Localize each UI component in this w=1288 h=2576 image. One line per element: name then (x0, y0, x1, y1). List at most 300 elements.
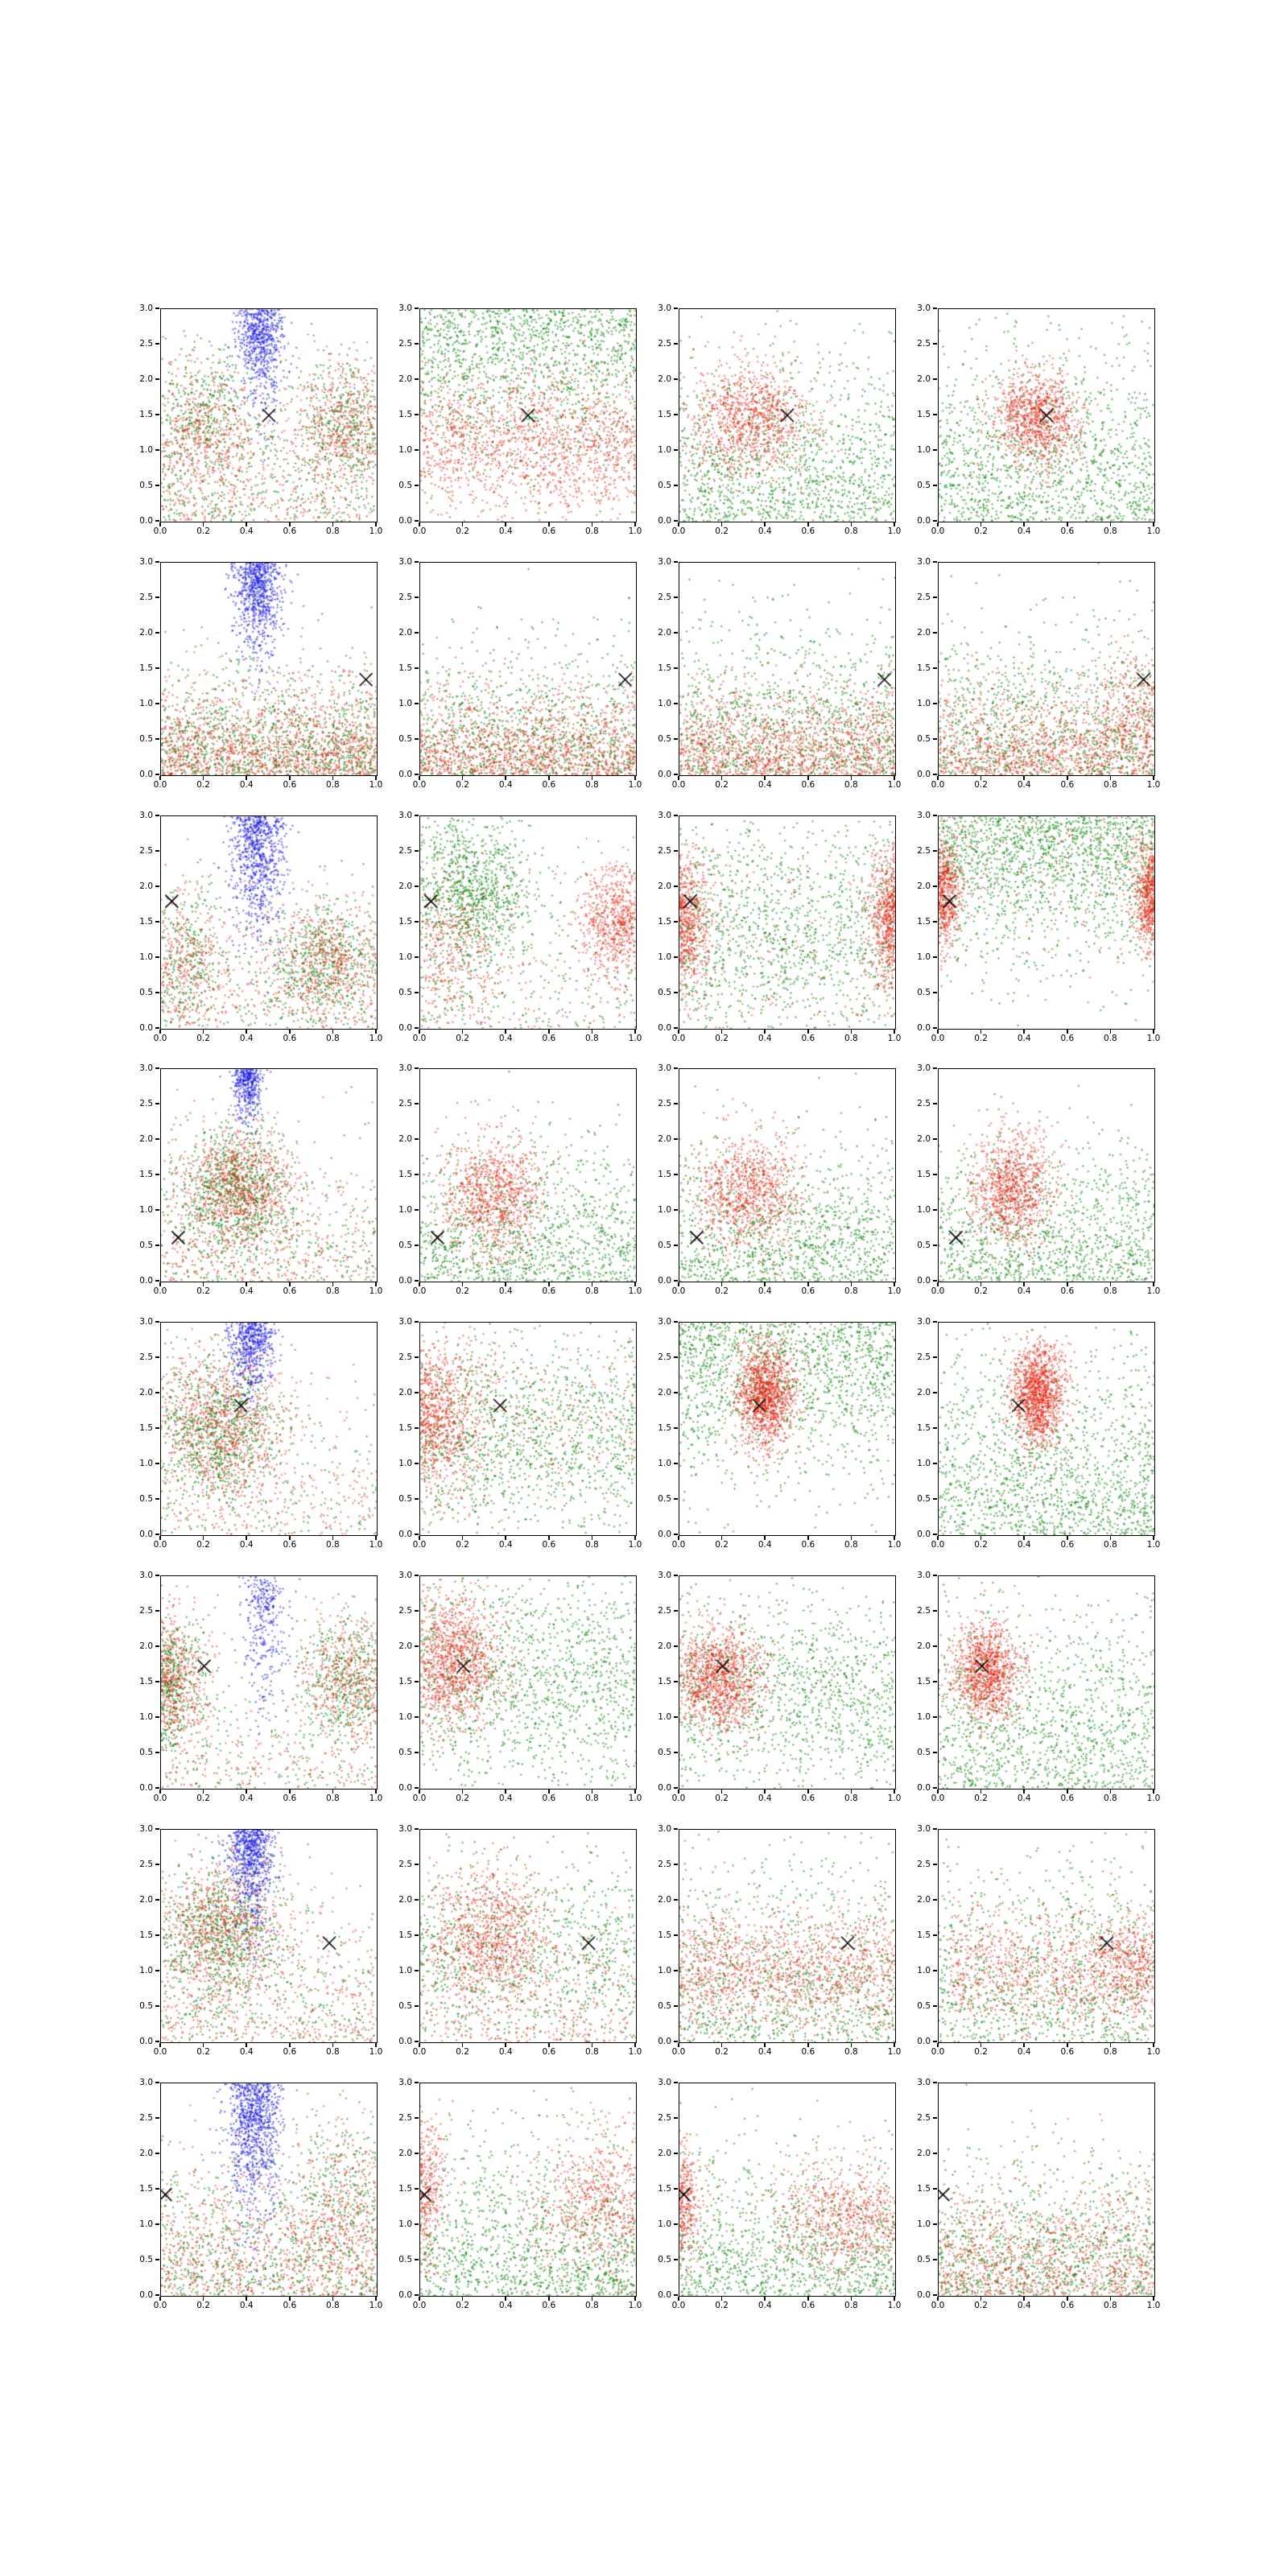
y-tick-mark (674, 2153, 678, 2154)
y-tick-label: 1.0 (917, 2219, 931, 2229)
x-tick-mark (159, 1282, 161, 1286)
y-tick-label: 1.0 (658, 444, 671, 455)
y-tick-label: 1.5 (139, 409, 153, 419)
x-tick-mark (548, 1536, 550, 1540)
x-tick-label: 0.2 (196, 1540, 210, 1550)
scatter-canvas (939, 816, 1154, 1029)
y-tick-mark (415, 2082, 419, 2083)
scatter-canvas (679, 563, 895, 775)
y-tick-mark (155, 378, 159, 380)
x-tick-mark (980, 2043, 982, 2047)
x-tick-mark (462, 1536, 464, 1540)
x-tick-label: 0.4 (498, 1034, 513, 1043)
y-tick-label: 2.5 (658, 1098, 671, 1108)
y-tick-mark (415, 1610, 419, 1612)
x-tick-label: 0.6 (283, 1286, 297, 1296)
x-tick-label: 0.6 (801, 1034, 815, 1043)
y-tick-label: 2.0 (398, 2148, 412, 2158)
y-tick-mark (674, 1427, 678, 1429)
subplot-r8c1 (139, 2077, 383, 2310)
y-tick-mark (674, 992, 678, 993)
x-tick-mark (332, 522, 334, 526)
scatter-canvas (939, 1576, 1154, 1789)
y-tick-label: 2.5 (398, 2112, 412, 2123)
y-tick-label: 0.0 (398, 1782, 412, 1793)
y-tick-label: 0.0 (139, 515, 153, 526)
y-tick-mark (933, 1245, 937, 1246)
x-tick-mark (419, 1790, 420, 1794)
y-tick-label: 2.0 (139, 374, 153, 384)
y-tick-label: 0.0 (139, 1022, 153, 1033)
y-tick-label: 3.0 (398, 1063, 412, 1073)
x-tick-label: 1.0 (887, 780, 902, 790)
subplot-r7c2 (398, 1823, 642, 2057)
plot-area (419, 1829, 637, 2043)
x-tick-label: 0.2 (456, 2047, 469, 2057)
y-tick-mark (415, 1427, 419, 1429)
x-tick-label: 0.6 (801, 2047, 815, 2057)
y-tick-label: 1.0 (398, 1711, 412, 1722)
y-tick-label: 2.0 (398, 1894, 412, 1905)
y-tick-label: 0.5 (658, 2000, 671, 2011)
subplot-r6c4 (917, 1570, 1161, 1803)
y-tick-label: 0.5 (398, 733, 412, 744)
x-tick-mark (764, 1790, 766, 1794)
x-tick-mark (678, 1790, 679, 1794)
y-tick-mark (933, 738, 937, 740)
y-tick-label: 2.0 (917, 2148, 931, 2158)
scatter-canvas (679, 2083, 895, 2296)
subplot-r1c3 (658, 303, 902, 536)
x-tick-label: 0.6 (1060, 2047, 1075, 2057)
x-tick-mark (807, 522, 809, 526)
y-tick-label: 2.5 (139, 592, 153, 602)
x-tick-label: 1.0 (887, 1286, 902, 1296)
y-tick-mark (415, 343, 419, 345)
y-tick-mark (155, 449, 159, 451)
x-tick-label: 1.0 (628, 2047, 642, 2057)
y-tick-mark (415, 992, 419, 993)
x-tick-mark (203, 522, 204, 526)
y-tick-label: 0.5 (658, 1493, 671, 1504)
y-tick-mark (674, 1645, 678, 1647)
y-tick-label: 0.0 (917, 1022, 931, 1033)
y-tick-mark (933, 378, 937, 380)
y-tick-mark (933, 1645, 937, 1647)
y-tick-mark (933, 1899, 937, 1901)
x-tick-label: 0.0 (153, 2047, 167, 2057)
y-tick-label: 1.5 (917, 1930, 931, 1940)
y-tick-label: 0.5 (658, 1747, 671, 1757)
y-tick-mark (155, 2082, 159, 2083)
y-tick-label: 0.0 (917, 2036, 931, 2046)
y-tick-mark (155, 1280, 159, 1282)
y-tick-label: 0.0 (398, 769, 412, 779)
y-tick-label: 3.0 (917, 303, 931, 313)
y-tick-label: 1.5 (398, 1169, 412, 1179)
x-tick-label: 0.0 (931, 2047, 945, 2057)
x-tick-label: 0.4 (758, 1540, 772, 1550)
x-tick-mark (505, 1030, 506, 1034)
x-tick-label: 0.8 (326, 2047, 340, 2057)
y-tick-label: 1.5 (658, 1169, 671, 1179)
x-tick-mark (937, 2043, 939, 2047)
x-tick-label: 0.2 (456, 526, 469, 536)
x-tick-mark (1110, 2043, 1112, 2047)
y-tick-label: 3.0 (139, 1570, 153, 1580)
y-tick-label: 2.5 (658, 338, 671, 349)
x-tick-mark (159, 776, 161, 780)
y-tick-label: 1.0 (139, 1965, 153, 1975)
scatter-canvas (161, 1830, 377, 2042)
x-tick-mark (289, 1536, 291, 1540)
y-tick-mark (155, 1645, 159, 1647)
y-tick-label: 1.5 (139, 916, 153, 927)
y-tick-label: 2.5 (917, 1859, 931, 1869)
x-tick-mark (937, 1030, 939, 1034)
y-tick-label: 0.5 (917, 1240, 931, 1250)
x-tick-label: 0.8 (585, 1540, 599, 1550)
x-tick-mark (678, 2043, 679, 2047)
x-tick-mark (937, 1282, 939, 1286)
y-tick-label: 0.5 (917, 733, 931, 744)
y-tick-label: 1.0 (139, 952, 153, 962)
x-tick-mark (592, 1536, 593, 1540)
y-tick-label: 2.5 (917, 1352, 931, 1362)
x-tick-mark (159, 2297, 161, 2301)
y-tick-mark (415, 520, 419, 522)
y-tick-mark (155, 850, 159, 852)
plot-area (160, 562, 378, 776)
y-tick-mark (933, 2082, 937, 2083)
y-tick-mark (155, 1498, 159, 1500)
y-tick-mark (155, 1752, 159, 1753)
x-tick-label: 0.4 (239, 2047, 254, 2057)
scatter-canvas (679, 1576, 895, 1789)
y-tick-label: 1.0 (139, 444, 153, 455)
x-tick-label: 1.0 (1146, 1034, 1161, 1043)
x-tick-label: 0.2 (974, 1034, 988, 1043)
subplot-r1c2 (398, 303, 642, 536)
x-tick-mark (980, 1282, 982, 1286)
x-tick-mark (289, 776, 291, 780)
y-tick-mark (415, 815, 419, 816)
y-tick-label: 1.5 (917, 409, 931, 419)
y-tick-label: 1.0 (398, 1458, 412, 1468)
x-tick-label: 0.8 (844, 2301, 858, 2310)
x-tick-label: 0.8 (844, 1034, 858, 1043)
x-tick-label: 0.0 (153, 1794, 167, 1803)
y-tick-mark (415, 1392, 419, 1393)
y-tick-label: 2.0 (917, 1387, 931, 1397)
y-tick-mark (415, 1828, 419, 1830)
x-tick-mark (851, 522, 852, 526)
y-tick-mark (933, 1103, 937, 1104)
y-tick-mark (933, 1209, 937, 1211)
x-tick-label: 0.0 (412, 1794, 427, 1803)
plot-area (938, 562, 1155, 776)
x-tick-label: 0.8 (585, 526, 599, 536)
x-tick-mark (203, 2297, 204, 2301)
y-tick-mark (674, 1209, 678, 1211)
x-tick-label: 0.2 (196, 2301, 210, 2310)
x-tick-label: 0.4 (1017, 1540, 1031, 1550)
x-tick-mark (807, 1790, 809, 1794)
x-tick-label: 0.2 (715, 1540, 729, 1550)
y-tick-label: 0.5 (658, 480, 671, 490)
y-tick-label: 1.0 (398, 444, 412, 455)
scatter-canvas (939, 563, 1154, 775)
x-tick-label: 0.8 (844, 1540, 858, 1550)
y-tick-label: 0.0 (917, 2289, 931, 2300)
x-tick-label: 0.4 (758, 2301, 772, 2310)
x-tick-mark (462, 2043, 464, 2047)
y-tick-mark (933, 2188, 937, 2190)
x-tick-mark (937, 1790, 939, 1794)
x-tick-label: 0.8 (844, 2047, 858, 2057)
x-tick-label: 0.8 (585, 1034, 599, 1043)
y-tick-label: 2.0 (139, 1133, 153, 1144)
y-tick-label: 1.5 (917, 2183, 931, 2194)
y-tick-label: 2.0 (139, 627, 153, 638)
y-tick-mark (933, 774, 937, 775)
y-tick-label: 3.0 (398, 810, 412, 820)
y-tick-mark (933, 1498, 937, 1500)
scatter-canvas (939, 1323, 1154, 1535)
x-tick-label: 0.0 (671, 2301, 686, 2310)
x-tick-label: 0.6 (542, 1794, 556, 1803)
y-tick-label: 3.0 (398, 2077, 412, 2087)
y-tick-mark (155, 1610, 159, 1612)
x-tick-mark (375, 1282, 377, 1286)
y-tick-mark (155, 1716, 159, 1718)
y-tick-label: 0.5 (917, 2254, 931, 2264)
x-tick-label: 0.2 (456, 2301, 469, 2310)
y-tick-label: 0.5 (658, 1240, 671, 1250)
y-tick-mark (933, 1787, 937, 1789)
y-tick-mark (933, 1280, 937, 1282)
y-tick-label: 2.0 (398, 1133, 412, 1144)
x-tick-mark (332, 1536, 334, 1540)
x-tick-mark (1023, 1790, 1025, 1794)
y-tick-label: 2.0 (917, 1133, 931, 1144)
x-tick-label: 1.0 (369, 1286, 383, 1296)
y-tick-mark (933, 343, 937, 345)
x-tick-mark (1153, 1790, 1154, 1794)
x-tick-label: 0.6 (801, 1794, 815, 1803)
y-tick-label: 2.0 (398, 881, 412, 891)
y-tick-mark (933, 992, 937, 993)
y-tick-label: 1.5 (139, 1930, 153, 1940)
x-tick-label: 0.8 (844, 526, 858, 536)
y-tick-label: 1.5 (658, 1676, 671, 1686)
y-tick-mark (674, 886, 678, 887)
y-tick-label: 1.0 (139, 698, 153, 708)
x-tick-label: 0.2 (456, 1286, 469, 1296)
y-tick-label: 0.0 (917, 1529, 931, 1539)
x-tick-mark (375, 776, 377, 780)
x-tick-label: 0.8 (326, 780, 340, 790)
subplot-r4c1 (139, 1063, 383, 1296)
y-tick-label: 2.5 (139, 338, 153, 349)
y-tick-mark (415, 1787, 419, 1789)
y-tick-label: 3.0 (398, 1570, 412, 1580)
plot-area (419, 1322, 637, 1536)
x-tick-label: 0.6 (1060, 1034, 1075, 1043)
y-tick-label: 3.0 (139, 2077, 153, 2087)
y-tick-mark (674, 449, 678, 451)
x-tick-label: 1.0 (369, 526, 383, 536)
x-tick-label: 0.6 (542, 1034, 556, 1043)
subplot-r7c1 (139, 1823, 383, 2057)
y-tick-label: 0.5 (398, 480, 412, 490)
y-tick-mark (155, 1027, 159, 1029)
plot-area (679, 815, 896, 1030)
x-tick-label: 0.4 (1017, 526, 1031, 536)
x-tick-mark (894, 776, 895, 780)
y-tick-label: 1.0 (917, 952, 931, 962)
y-tick-mark (415, 1681, 419, 1682)
x-tick-mark (1067, 776, 1068, 780)
y-tick-label: 2.5 (139, 1605, 153, 1616)
x-tick-mark (203, 2043, 204, 2047)
y-tick-label: 0.0 (139, 1782, 153, 1793)
y-tick-label: 1.5 (398, 1422, 412, 1433)
y-tick-label: 0.0 (917, 769, 931, 779)
y-tick-mark (674, 1280, 678, 1282)
subplot-r6c3 (658, 1570, 902, 1803)
x-tick-mark (332, 1790, 334, 1794)
y-tick-mark (674, 2259, 678, 2260)
y-tick-mark (674, 2294, 678, 2296)
x-tick-mark (851, 2297, 852, 2301)
y-tick-label: 1.0 (398, 1204, 412, 1215)
x-tick-mark (634, 522, 636, 526)
plot-area (679, 562, 896, 776)
x-tick-label: 0.0 (412, 1286, 427, 1296)
y-tick-mark (674, 956, 678, 958)
y-tick-label: 2.5 (139, 1352, 153, 1362)
x-tick-mark (246, 1282, 247, 1286)
y-tick-label: 1.0 (658, 1204, 671, 1215)
plot-area (938, 1322, 1155, 1536)
plot-area (938, 1575, 1155, 1790)
y-tick-label: 2.5 (139, 2112, 153, 2123)
x-tick-label: 0.4 (1017, 2301, 1031, 2310)
y-tick-label: 2.0 (139, 881, 153, 891)
scatter-canvas (939, 309, 1154, 522)
x-tick-mark (721, 1282, 723, 1286)
y-tick-label: 3.0 (139, 303, 153, 313)
x-tick-mark (1067, 1790, 1068, 1794)
y-tick-label: 2.5 (398, 845, 412, 856)
x-tick-label: 0.4 (758, 1286, 772, 1296)
subplot-r2c3 (658, 556, 902, 790)
x-tick-label: 0.0 (153, 1286, 167, 1296)
x-tick-mark (1067, 2043, 1068, 2047)
y-tick-label: 1.5 (398, 916, 412, 927)
y-tick-mark (415, 1027, 419, 1029)
y-tick-label: 0.5 (139, 2254, 153, 2264)
y-tick-mark (415, 1103, 419, 1104)
y-tick-mark (415, 1534, 419, 1535)
y-tick-label: 2.0 (658, 1894, 671, 1905)
y-tick-mark (933, 1828, 937, 1830)
x-tick-mark (375, 1030, 377, 1034)
x-tick-mark (1153, 2043, 1154, 2047)
x-tick-mark (634, 1282, 636, 1286)
x-tick-label: 0.2 (715, 780, 729, 790)
y-tick-mark (415, 2188, 419, 2190)
scatter-canvas (939, 2083, 1154, 2296)
x-tick-mark (807, 1030, 809, 1034)
x-tick-mark (246, 2297, 247, 2301)
x-tick-label: 1.0 (369, 780, 383, 790)
x-tick-mark (332, 2043, 334, 2047)
y-tick-mark (415, 1209, 419, 1211)
y-tick-label: 0.5 (398, 1240, 412, 1250)
y-tick-mark (155, 1174, 159, 1175)
y-tick-label: 1.5 (398, 409, 412, 419)
x-tick-label: 0.2 (974, 1286, 988, 1296)
x-tick-mark (980, 776, 982, 780)
x-tick-mark (592, 522, 593, 526)
x-tick-mark (1153, 1536, 1154, 1540)
y-tick-mark (155, 520, 159, 522)
x-tick-mark (894, 1790, 895, 1794)
plot-area (160, 1068, 378, 1282)
y-tick-mark (415, 2153, 419, 2154)
y-tick-mark (155, 1828, 159, 1830)
x-tick-mark (1153, 1030, 1154, 1034)
y-tick-mark (155, 1356, 159, 1358)
y-tick-label: 0.5 (658, 2254, 671, 2264)
x-tick-label: 0.8 (585, 2047, 599, 2057)
x-tick-label: 1.0 (1146, 2047, 1161, 2057)
y-tick-label: 2.5 (139, 1098, 153, 1108)
x-tick-label: 0.0 (153, 1034, 167, 1043)
y-tick-mark (155, 1864, 159, 1865)
y-tick-label: 0.0 (658, 769, 671, 779)
x-tick-label: 0.4 (1017, 1034, 1031, 1043)
x-tick-label: 1.0 (1146, 526, 1161, 536)
y-tick-mark (155, 956, 159, 958)
y-tick-label: 0.5 (398, 2000, 412, 2011)
x-tick-label: 1.0 (628, 1286, 642, 1296)
y-tick-label: 1.5 (917, 1422, 931, 1433)
y-tick-label: 3.0 (658, 1063, 671, 1073)
y-tick-label: 2.0 (658, 1387, 671, 1397)
x-tick-label: 0.6 (1060, 1794, 1075, 1803)
x-tick-mark (678, 522, 679, 526)
x-tick-label: 0.2 (974, 2047, 988, 2057)
y-tick-label: 1.0 (139, 1711, 153, 1722)
subplot-r3c3 (658, 810, 902, 1043)
subplot-r3c2 (398, 810, 642, 1043)
y-tick-mark (933, 2041, 937, 2042)
x-tick-mark (548, 1282, 550, 1286)
y-tick-label: 1.0 (398, 952, 412, 962)
x-tick-mark (203, 1282, 204, 1286)
y-tick-mark (415, 1864, 419, 1865)
x-tick-mark (764, 2297, 766, 2301)
x-tick-mark (592, 1790, 593, 1794)
y-tick-mark (155, 1899, 159, 1901)
x-tick-label: 0.6 (283, 1794, 297, 1803)
y-tick-mark (674, 1899, 678, 1901)
x-tick-label: 0.6 (542, 780, 556, 790)
y-tick-mark (674, 1970, 678, 1971)
